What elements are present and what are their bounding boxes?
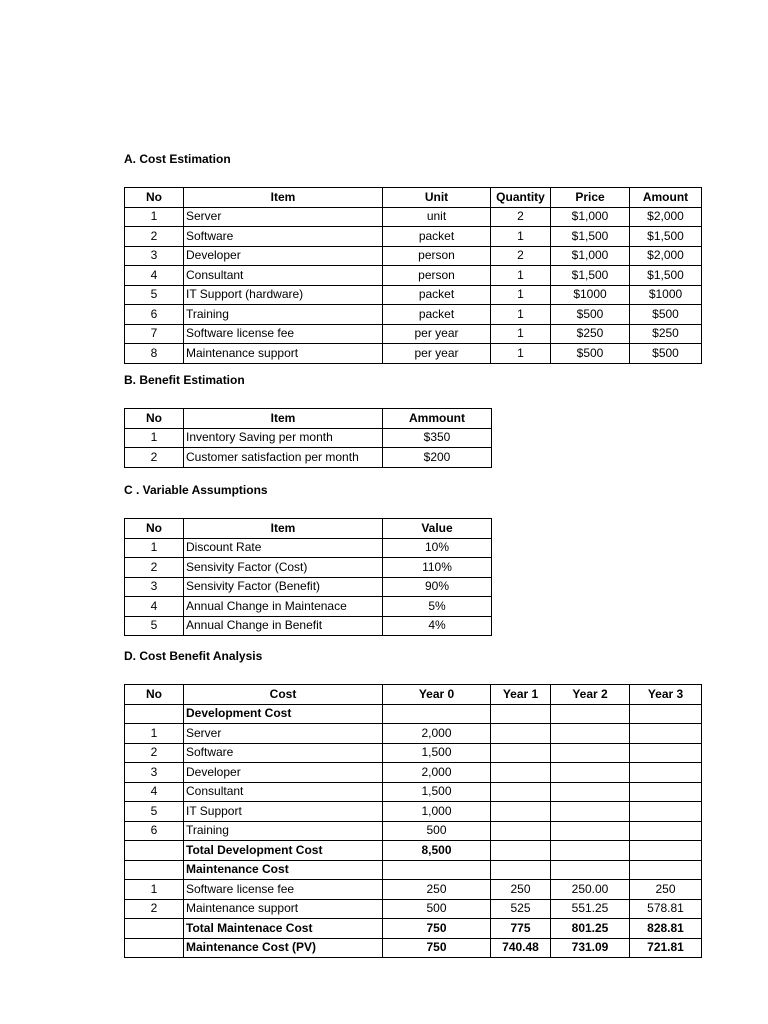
table-cell: Annual Change in Maintenace: [184, 597, 383, 617]
table-cell: [630, 841, 702, 861]
table-cell: 4%: [383, 616, 492, 636]
table-row: [125, 344, 702, 364]
table-cell: 8,500: [383, 841, 491, 861]
table-cell: Training: [184, 305, 383, 325]
table-row: [125, 782, 702, 802]
table-cell: per year: [383, 344, 491, 364]
table-cell: 250: [383, 880, 491, 900]
table-cell: 5%: [383, 597, 492, 617]
table-cell: Consultant: [184, 782, 383, 802]
table-cell: 1: [125, 207, 184, 227]
table-cell: 2,000: [383, 763, 491, 783]
column-header: Item: [184, 519, 383, 539]
table-cell: Software license fee: [184, 880, 383, 900]
table-cell: 750: [383, 919, 491, 939]
table-cell: $350: [383, 428, 492, 448]
column-header: Year 2: [551, 685, 630, 705]
table-cell: $250: [630, 324, 702, 344]
table-cell: [630, 743, 702, 763]
table-cell: 6: [125, 305, 184, 325]
table-row: [125, 704, 702, 724]
table-cell: 5: [125, 802, 184, 822]
table-row: [125, 724, 702, 744]
table-cell: $1,500: [551, 227, 630, 247]
table-cell: [551, 782, 630, 802]
table-row: [125, 880, 702, 900]
column-header: Ammount: [383, 409, 492, 429]
table-cell: Total Development Cost: [184, 841, 383, 861]
section-title-cost-benefit-analysis: D. Cost Benefit Analysis: [124, 649, 263, 663]
table-cell: 7: [125, 324, 184, 344]
table-cell: 2: [125, 227, 184, 247]
column-header: Year 0: [383, 685, 491, 705]
table-cell: 1,500: [383, 782, 491, 802]
table-cell: 1,500: [383, 743, 491, 763]
table-cell: 2: [491, 207, 551, 227]
table-cell: 1,000: [383, 802, 491, 822]
table-row: [125, 266, 702, 286]
table-cell: [551, 860, 630, 880]
table-row: [125, 428, 492, 448]
table-cell: packet: [383, 305, 491, 325]
column-header: Item: [184, 409, 383, 429]
column-header: Year 3: [630, 685, 702, 705]
table-header-row: [125, 188, 702, 208]
table-cell: $1,000: [551, 207, 630, 227]
table-row: [125, 246, 702, 266]
table-cell: Sensivity Factor (Benefit): [184, 577, 383, 597]
table-cell: [551, 841, 630, 861]
column-header: Year 1: [491, 685, 551, 705]
table-cell: 828.81: [630, 919, 702, 939]
table-cell: [551, 704, 630, 724]
table-cell: [630, 860, 702, 880]
table-row: [125, 899, 702, 919]
table-cell: $500: [551, 305, 630, 325]
table-cell: IT Support: [184, 802, 383, 822]
table-cell: 8: [125, 344, 184, 364]
cost-benefit-analysis-table: [124, 684, 702, 958]
table-cell: 2: [125, 558, 184, 578]
table-row: [125, 802, 702, 822]
table-cell: Inventory Saving per month: [184, 428, 383, 448]
table-cell: packet: [383, 285, 491, 305]
column-header: No: [125, 519, 184, 539]
table-row: [125, 938, 702, 958]
table-row: [125, 860, 702, 880]
table-cell: 721.81: [630, 938, 702, 958]
cost-estimation-table: [124, 187, 702, 364]
table-cell: 90%: [383, 577, 492, 597]
column-header: No: [125, 188, 184, 208]
table-cell: Development Cost: [184, 704, 383, 724]
table-cell: $1,000: [551, 246, 630, 266]
benefit-estimation-table: [124, 408, 492, 468]
table-cell: Server: [184, 207, 383, 227]
table-row: [125, 743, 702, 763]
table-cell: [491, 743, 551, 763]
table-cell: [551, 802, 630, 822]
table-cell: Server: [184, 724, 383, 744]
table-cell: $1,500: [630, 227, 702, 247]
table-cell: 3: [125, 763, 184, 783]
table-cell: 1: [125, 724, 184, 744]
table-cell: 5: [125, 616, 184, 636]
column-header: Amount: [630, 188, 702, 208]
table-row: [125, 821, 702, 841]
table-cell: 2: [491, 246, 551, 266]
table-cell: 2: [125, 743, 184, 763]
table-cell: 2: [125, 899, 184, 919]
table-cell: [491, 704, 551, 724]
table-cell: [630, 704, 702, 724]
table-row: [125, 448, 492, 468]
table-cell: Software: [184, 227, 383, 247]
table-header-row: [125, 409, 492, 429]
table-cell: 578.81: [630, 899, 702, 919]
table-header-row: [125, 519, 492, 539]
table-cell: Customer satisfaction per month: [184, 448, 383, 468]
table-cell: $500: [630, 305, 702, 325]
table-cell: [383, 860, 491, 880]
table-cell: [125, 919, 184, 939]
table-cell: 250: [630, 880, 702, 900]
table-cell: unit: [383, 207, 491, 227]
column-header: No: [125, 685, 184, 705]
table-cell: 1: [491, 344, 551, 364]
table-cell: Developer: [184, 246, 383, 266]
table-cell: 1: [125, 428, 184, 448]
table-cell: [125, 860, 184, 880]
table-cell: [551, 821, 630, 841]
table-cell: 551.25: [551, 899, 630, 919]
table-row: [125, 841, 702, 861]
table-cell: [383, 704, 491, 724]
table-cell: 731.09: [551, 938, 630, 958]
table-cell: [491, 763, 551, 783]
table-cell: Maintenance Cost (PV): [184, 938, 383, 958]
table-row: [125, 558, 492, 578]
table-cell: IT Support (hardware): [184, 285, 383, 305]
table-cell: $250: [551, 324, 630, 344]
table-row: [125, 763, 702, 783]
table-header-row: [125, 685, 702, 705]
table-cell: Discount Rate: [184, 538, 383, 558]
table-cell: Software license fee: [184, 324, 383, 344]
table-cell: [491, 802, 551, 822]
table-row: [125, 305, 702, 325]
table-cell: Training: [184, 821, 383, 841]
column-header: Price: [551, 188, 630, 208]
table-cell: [630, 821, 702, 841]
table-cell: 1: [125, 880, 184, 900]
table-cell: [491, 724, 551, 744]
table-cell: Maintenance Cost: [184, 860, 383, 880]
table-cell: Total Maintenace Cost: [184, 919, 383, 939]
table-cell: 250: [491, 880, 551, 900]
table-cell: 1: [491, 227, 551, 247]
table-cell: 1: [125, 538, 184, 558]
table-row: [125, 577, 492, 597]
table-cell: 2,000: [383, 724, 491, 744]
column-header: Unit: [383, 188, 491, 208]
table-cell: packet: [383, 227, 491, 247]
table-row: [125, 324, 702, 344]
table-cell: [491, 821, 551, 841]
table-cell: [551, 743, 630, 763]
section-title-variable-assumptions: C . Variable Assumptions: [124, 483, 268, 497]
section-title-benefit-estimation: B. Benefit Estimation: [124, 373, 245, 387]
table-row: [125, 207, 702, 227]
table-cell: $200: [383, 448, 492, 468]
table-row: [125, 597, 492, 617]
table-cell: 2: [125, 448, 184, 468]
table-cell: 4: [125, 597, 184, 617]
table-cell: 6: [125, 821, 184, 841]
table-row: [125, 919, 702, 939]
table-cell: 4: [125, 782, 184, 802]
table-row: [125, 285, 702, 305]
table-cell: [630, 763, 702, 783]
table-cell: $2,000: [630, 207, 702, 227]
table-cell: 500: [383, 821, 491, 841]
table-cell: 3: [125, 577, 184, 597]
table-cell: $1,500: [551, 266, 630, 286]
table-cell: person: [383, 246, 491, 266]
column-header: Value: [383, 519, 492, 539]
table-cell: 5: [125, 285, 184, 305]
table-cell: Developer: [184, 763, 383, 783]
table-cell: $500: [551, 344, 630, 364]
table-cell: [630, 782, 702, 802]
table-cell: $500: [630, 344, 702, 364]
table-cell: Annual Change in Benefit: [184, 616, 383, 636]
table-cell: 775: [491, 919, 551, 939]
column-header: Quantity: [491, 188, 551, 208]
table-cell: 750: [383, 938, 491, 958]
table-cell: per year: [383, 324, 491, 344]
table-row: [125, 227, 702, 247]
table-cell: [630, 724, 702, 744]
table-cell: 110%: [383, 558, 492, 578]
table-cell: Software: [184, 743, 383, 763]
table-cell: [125, 938, 184, 958]
table-cell: person: [383, 266, 491, 286]
table-cell: [491, 860, 551, 880]
table-cell: [125, 704, 184, 724]
column-header: Cost: [184, 685, 383, 705]
table-row: [125, 616, 492, 636]
table-cell: 4: [125, 266, 184, 286]
column-header: Item: [184, 188, 383, 208]
table-cell: 1: [491, 285, 551, 305]
table-cell: Consultant: [184, 266, 383, 286]
table-cell: Sensivity Factor (Cost): [184, 558, 383, 578]
table-cell: [491, 782, 551, 802]
table-cell: 1: [491, 305, 551, 325]
table-cell: 1: [491, 266, 551, 286]
table-cell: [551, 763, 630, 783]
table-cell: [491, 841, 551, 861]
table-cell: 740.48: [491, 938, 551, 958]
table-cell: $1000: [630, 285, 702, 305]
section-title-cost-estimation: A. Cost Estimation: [124, 152, 231, 166]
table-cell: $1,500: [630, 266, 702, 286]
table-cell: [125, 841, 184, 861]
table-cell: 3: [125, 246, 184, 266]
table-cell: 10%: [383, 538, 492, 558]
table-cell: 1: [491, 324, 551, 344]
table-cell: 525: [491, 899, 551, 919]
table-row: [125, 538, 492, 558]
table-cell: [551, 724, 630, 744]
variable-assumptions-table: [124, 518, 492, 636]
table-cell: 500: [383, 899, 491, 919]
table-cell: 250.00: [551, 880, 630, 900]
table-cell: 801.25: [551, 919, 630, 939]
table-cell: Maintenance support: [184, 899, 383, 919]
table-cell: [630, 802, 702, 822]
table-cell: $1000: [551, 285, 630, 305]
column-header: No: [125, 409, 184, 429]
table-cell: $2,000: [630, 246, 702, 266]
table-cell: Maintenance support: [184, 344, 383, 364]
